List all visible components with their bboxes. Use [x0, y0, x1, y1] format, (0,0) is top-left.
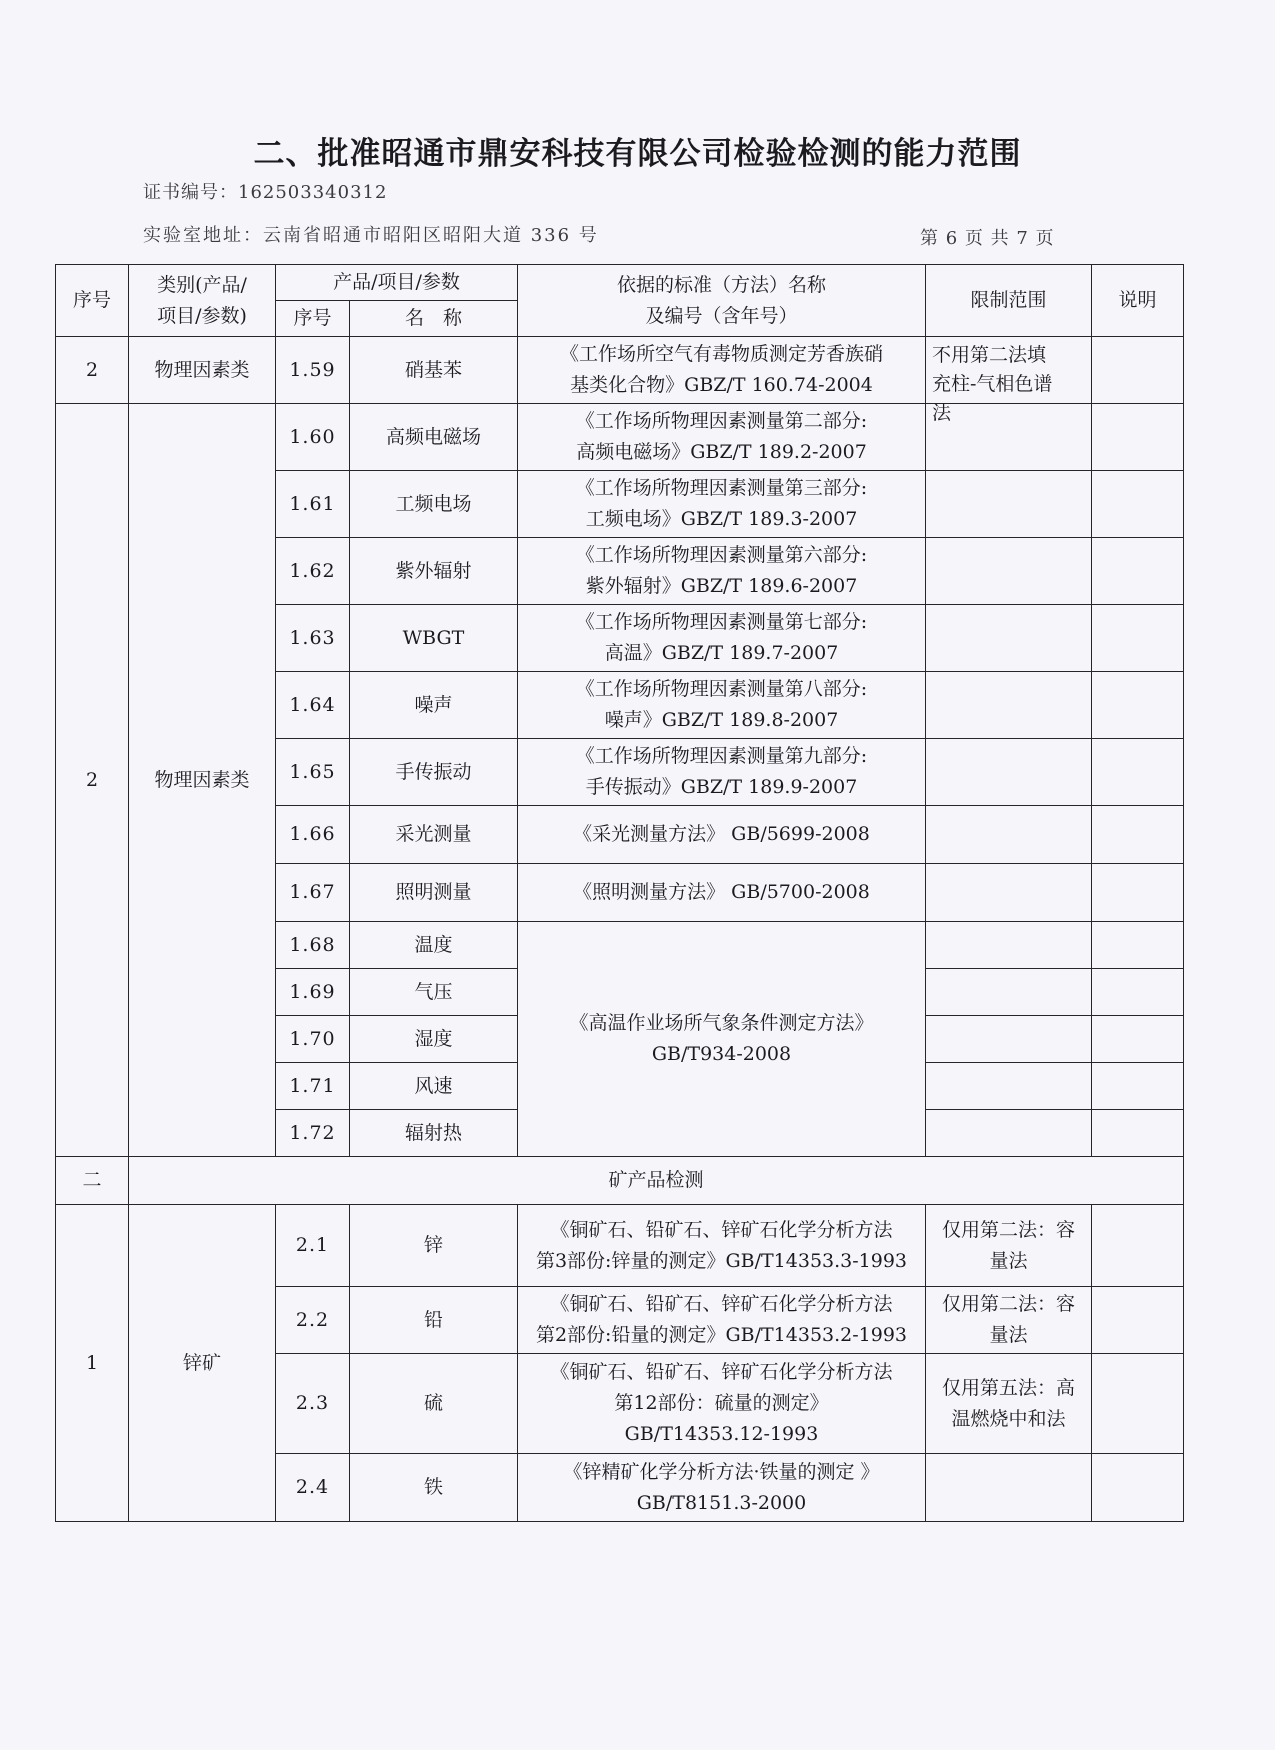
standard-line1: 《工作场所物理因素测量第九部分:	[575, 745, 868, 767]
section-row	[56, 1157, 1184, 1205]
row-standard	[518, 1454, 926, 1522]
row-limit	[926, 922, 1092, 969]
row-limit	[926, 1454, 1092, 1522]
row-note	[1092, 969, 1184, 1016]
row-item-name: 噪声	[350, 672, 518, 739]
standard-line2: 第12部份：硫量的测定》	[614, 1392, 829, 1414]
row-note	[1092, 864, 1184, 922]
row-item-no: 1.65	[276, 739, 350, 806]
row-item-no: 2.3	[276, 1354, 350, 1454]
row-note	[1092, 1287, 1184, 1354]
standard-line1: 《工作场所物理因素测量第三部分:	[575, 477, 868, 499]
limit-line2: 量法	[989, 1324, 1028, 1346]
group-seq: 1	[56, 1205, 129, 1522]
certificate-number: 证书编号：162503340312	[143, 182, 388, 203]
header-category-line1: 类别(产品/	[157, 273, 247, 296]
row-item-name: 紫外辐射	[350, 538, 518, 605]
header-category	[129, 265, 276, 337]
row-item-name: 采光测量	[350, 806, 518, 864]
row-limit	[926, 337, 1092, 424]
row-standard	[518, 337, 926, 404]
row-limit	[926, 1016, 1092, 1063]
capability-table	[55, 264, 1184, 1522]
group-category: 物理因素类	[129, 404, 276, 1157]
standard-line1: 《工作场所物理因素测量第六部分:	[575, 544, 868, 566]
row-item-no: 1.72	[276, 1110, 350, 1157]
row-limit	[926, 969, 1092, 1016]
row-note	[1092, 806, 1184, 864]
limit-line2: 温燃烧中和法	[951, 1407, 1066, 1430]
table-header-row	[56, 265, 1184, 301]
row-item-no: 1.60	[276, 404, 350, 471]
row-limit	[926, 1354, 1092, 1454]
row-item-no: 1.59	[276, 337, 350, 404]
row-note	[1092, 404, 1184, 471]
standard-line2: GB/T934-2008	[651, 1043, 792, 1065]
row-note	[1092, 337, 1184, 404]
row-item-name: 手传振动	[350, 739, 518, 806]
standard-line1: 《铜矿石、铅矿石、锌矿石化学分析方法	[550, 1218, 893, 1241]
section-seq: 二	[56, 1157, 129, 1205]
row-item-name: 照明测量	[350, 864, 518, 922]
row-item-no: 2.1	[276, 1205, 350, 1287]
row-limit	[926, 1063, 1092, 1110]
table-row	[56, 1205, 1184, 1287]
row-item-name: 工频电场	[350, 471, 518, 538]
row-standard	[518, 471, 926, 538]
limit-line2: 充柱-气相色谱	[932, 373, 1053, 395]
row-item-no: 1.71	[276, 1063, 350, 1110]
row-item-name: 高频电磁场	[350, 404, 518, 471]
row-item-name: WBGT	[350, 605, 518, 672]
row-standard	[518, 1205, 926, 1287]
standard-line2: 工频电场》GBZ/T 189.3-2007	[585, 508, 858, 530]
row-standard: 《照明测量方法》 GB/5700-2008	[518, 864, 926, 922]
standard-line2: 第2部份:铅量的测定》GB/T14353.2-1993	[535, 1324, 908, 1346]
page-title: 二、批准昭通市鼎安科技有限公司检验检测的能力范围	[253, 136, 1022, 172]
row-note	[1092, 1063, 1184, 1110]
limit-line2: 量法	[989, 1249, 1028, 1272]
row-standard	[518, 538, 926, 605]
standard-line1: 《工作场所物理因素测量第七部分:	[575, 611, 868, 633]
standard-line2: 高温》GBZ/T 189.7-2007	[604, 642, 839, 664]
standard-line1: 《锌精矿化学分析方法·铁量的测定 》	[563, 1460, 880, 1483]
page-indicator: 第 6 页 共 7 页	[920, 228, 1055, 249]
standard-line1: 《工作场所物理因素测量第二部分:	[575, 410, 868, 432]
row-note	[1092, 739, 1184, 806]
row-item-no: 1.62	[276, 538, 350, 605]
header-standard	[518, 265, 926, 337]
standard-line2: 手传振动》GBZ/T 189.9-2007	[585, 776, 858, 798]
row-note	[1092, 1454, 1184, 1522]
standard-line1: 《工作场所物理因素测量第八部分:	[575, 678, 868, 700]
row-standard	[518, 739, 926, 806]
standard-line3: GB/T14353.12-1993	[624, 1423, 819, 1445]
row-standard	[518, 672, 926, 739]
header-product-group: 产品/项目/参数	[276, 265, 518, 301]
standard-line2: 高频电磁场》GBZ/T 189.2-2007	[576, 441, 867, 463]
header-item-no: 序号	[276, 301, 350, 337]
standard-line1: 《铜矿石、铅矿石、锌矿石化学分析方法	[550, 1361, 893, 1383]
table-row	[56, 404, 1184, 471]
row-standard	[518, 1354, 926, 1454]
row-item-name: 辐射热	[350, 1110, 518, 1157]
row-note	[1092, 538, 1184, 605]
group-seq: 2	[56, 404, 129, 1157]
row-limit	[926, 1205, 1092, 1287]
row-item-no: 1.69	[276, 969, 350, 1016]
row-note	[1092, 1205, 1184, 1287]
row-limit	[926, 538, 1092, 605]
limit-line1: 仅用第二法：容	[941, 1218, 1075, 1241]
standard-line1: 《工作场所空气有毒物质测定芳香族硝	[559, 343, 883, 365]
row-item-no: 2.2	[276, 1287, 350, 1354]
header-category-line2: 项目/参数)	[157, 304, 247, 327]
row-standard	[518, 1287, 926, 1354]
row-item-name: 湿度	[350, 1016, 518, 1063]
header-note: 说明	[1092, 265, 1184, 337]
group-category: 锌矿	[129, 1205, 276, 1522]
shared-standard	[518, 922, 926, 1157]
row-item-no: 1.68	[276, 922, 350, 969]
row-note	[1092, 1110, 1184, 1157]
row-item-name: 硝基苯	[350, 337, 518, 404]
row-item-name: 温度	[350, 922, 518, 969]
row-note	[1092, 471, 1184, 538]
row-limit	[926, 806, 1092, 864]
row-limit	[926, 739, 1092, 806]
row-item-name: 锌	[350, 1205, 518, 1287]
header-seq: 序号	[56, 265, 129, 337]
row-note	[1092, 922, 1184, 969]
row-seq: 2	[56, 337, 129, 404]
section-title: 矿产品检测	[129, 1157, 1184, 1205]
row-item-name: 铁	[350, 1454, 518, 1522]
header-item-name: 名 称	[350, 301, 518, 337]
row-standard: 《采光测量方法》 GB/5699-2008	[518, 806, 926, 864]
row-item-no: 2.4	[276, 1454, 350, 1522]
header-limit: 限制范围	[926, 265, 1092, 337]
row-item-no: 1.63	[276, 605, 350, 672]
standard-line2: 噪声》GBZ/T 189.8-2007	[604, 709, 839, 731]
row-category: 物理因素类	[129, 337, 276, 404]
standard-line2: 第3部份:锌量的测定》GB/T14353.3-1993	[535, 1249, 908, 1272]
row-item-name: 铅	[350, 1287, 518, 1354]
standard-line2: 紫外辐射》GBZ/T 189.6-2007	[585, 575, 858, 597]
row-item-no: 1.66	[276, 806, 350, 864]
standard-line2: 基类化合物》GBZ/T 160.74-2004	[570, 374, 873, 396]
row-standard	[518, 605, 926, 672]
row-item-name: 风速	[350, 1063, 518, 1110]
row-limit	[926, 471, 1092, 538]
header-standard-line2: 及编号（含年号）	[645, 304, 798, 327]
row-item-name: 硫	[350, 1354, 518, 1454]
row-note	[1092, 1016, 1184, 1063]
table-row	[56, 337, 1184, 404]
row-note	[1092, 672, 1184, 739]
lab-address: 实验室地址：云南省昭通市昭阳区昭阳大道 336 号	[143, 225, 599, 246]
row-limit	[926, 864, 1092, 922]
row-item-name: 气压	[350, 969, 518, 1016]
row-item-no: 1.64	[276, 672, 350, 739]
row-limit	[926, 605, 1092, 672]
standard-line2: GB/T8151.3-2000	[636, 1491, 807, 1514]
row-limit	[926, 672, 1092, 739]
row-item-no: 1.67	[276, 864, 350, 922]
header-standard-line1: 依据的标准（方法）名称	[616, 273, 826, 296]
row-standard	[518, 404, 926, 471]
limit-line1: 不用第二法填	[932, 344, 1047, 366]
row-note	[1092, 605, 1184, 672]
limit-line1: 仅用第二法：容	[941, 1293, 1075, 1315]
row-note	[1092, 1354, 1184, 1454]
row-limit	[926, 1287, 1092, 1354]
standard-line1: 《高温作业场所气象条件测定方法》	[569, 1012, 874, 1034]
row-item-no: 1.70	[276, 1016, 350, 1063]
limit-line3: 法	[932, 402, 952, 424]
row-item-no: 1.61	[276, 471, 350, 538]
limit-line1: 仅用第五法：高	[941, 1376, 1075, 1399]
row-limit	[926, 1110, 1092, 1157]
standard-line1: 《铜矿石、铅矿石、锌矿石化学分析方法	[550, 1293, 893, 1315]
